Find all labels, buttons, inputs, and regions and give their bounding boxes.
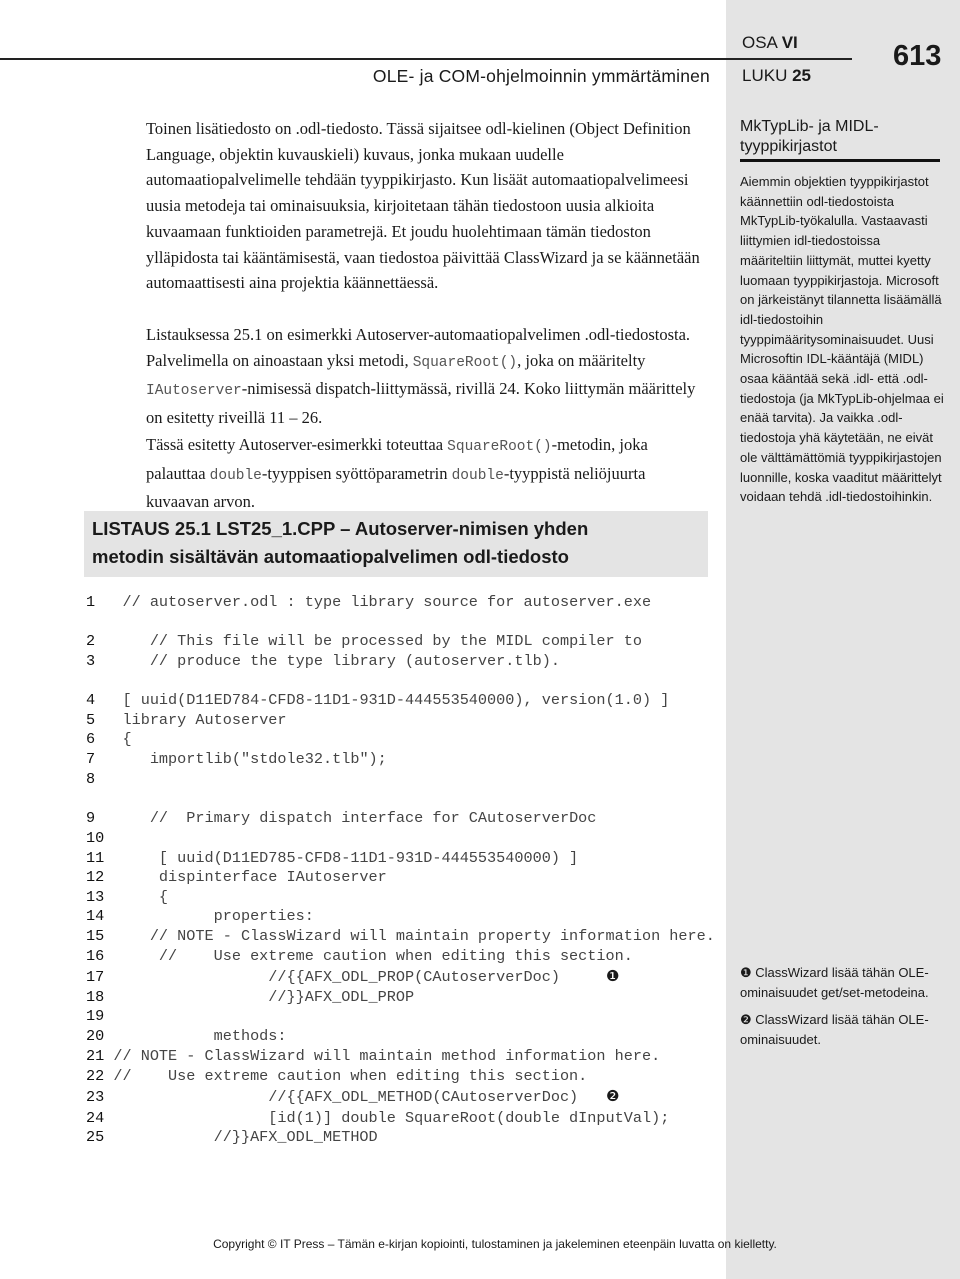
code-line (86, 1026, 287, 1046)
paragraph-2: Listauksessa 25.1 on esimerkki Autoserver-automaatiopalvelimen .odl-tiedostosta. Palvelimella on ainoastaan yksi metodi, SquareRoot(), joka on määritelty IAutoserver-nimisessä dispatch-liittymässä, rivillä 24. Koko liittymän määrittely on esitetty riveillä 11 – 26. (146, 325, 696, 428)
code-line-number: 7 (86, 750, 96, 768)
paragraph-1: Toinen lisätiedosto on .odl-tiedosto. Tässä sijaitsee odl-kielinen (Object Definition Language, objektin kuvauskieli) kuvaus, jonka mukaan uudelle automaatiopalvelimelle tehdään tyyppikirjasto. Kun lisäät automaatiopalvelimeesi uusia metodeja tai ominaisuuksia, kirjoitetaan tähän tiedostoon uusia alkioita kuvaamaan funktioiden parametrejä. Et joudu huolehtimaan tämän tiedoston ylläpidosta tai kääntämisestä, vaan tiedostoa päivittää ClassWizard ja se käännetään automaattisesti aina projektia käännettäessä. (146, 119, 700, 293)
code-line-number: 15 (86, 927, 105, 945)
code-line (86, 808, 596, 828)
marker-2-icon: ❷ (606, 1087, 620, 1105)
code-line-number: 18 (86, 988, 105, 1006)
code-line-text: // NOTE - ClassWizard will maintain method information here. (113, 1047, 661, 1065)
code-line (86, 651, 560, 671)
code-line-text: methods: (113, 1027, 287, 1045)
sidebar-title: MkTypLib- ja MIDL-tyyppikirjastot (740, 118, 879, 155)
code-line-number: 19 (86, 1007, 105, 1025)
code-line-text: // Use extreme caution when editing this section. (113, 947, 633, 965)
code-line (86, 926, 715, 946)
code-line-number: 12 (86, 868, 105, 886)
code-line-text: //}}AFX_ODL_PROP (113, 988, 415, 1006)
sidebar-note-2: ❷ ClassWizard lisää tähän OLE-ominaisuudet. (740, 1012, 929, 1047)
code-line (86, 1046, 660, 1066)
sidebar-title-rule (740, 159, 940, 162)
code-line-number: 5 (86, 711, 96, 729)
code-line (86, 710, 287, 730)
code-line (86, 867, 387, 887)
code-line (86, 690, 669, 710)
code-line-text: [ uuid(D11ED784-CFD8-11D1-931D-444553540000), version(1.0) ] (104, 691, 670, 709)
code-line-number: 16 (86, 947, 105, 965)
header-rule (0, 58, 852, 60)
code-line-number: 20 (86, 1027, 105, 1045)
paragraph-3: Tässä esitetty Autoserver-esimerkki toteuttaa SquareRoot()-metodin, joka palauttaa double-tyyppisen syöttöparametrin double-tyyppistä neliöjuurta kuvaavan arvon. (146, 435, 648, 512)
code-line-text: //{{AFX_ODL_METHOD(CAutoserverDoc) (113, 1088, 579, 1106)
code-line (86, 967, 560, 987)
code-line-number: 3 (86, 652, 96, 670)
code-line-number: 4 (86, 691, 96, 709)
code-line-text: // This file will be processed by the MIDL compiler to (104, 632, 642, 650)
code-line-number: 1 (86, 593, 96, 611)
page-number: 613 (893, 40, 942, 72)
code-line-text: [id(1)] double SquareRoot(double dInputVal); (113, 1109, 670, 1127)
code-line (86, 729, 132, 749)
code-line-text: //}}AFX_ODL_METHOD (113, 1128, 378, 1146)
code-line-number: 9 (86, 809, 96, 827)
footer-copyright: Copyright © IT Press – Tämän e-kirjan kopiointi, tulostaminen ja jakeleminen eteenpäin luvatta on kielletty. (213, 1237, 777, 1251)
code-line (86, 887, 168, 907)
code-line-number: 11 (86, 849, 105, 867)
code-line-text: dispinterface IAutoserver (113, 868, 387, 886)
code-line-number: 14 (86, 907, 105, 925)
code-line-number: 13 (86, 888, 105, 906)
sidebar-body: Aiemmin objektien tyyppikirjastot käännettiin odl-tiedostoista MkTypLib-työkalulla. Vastaavasti liittymien idl-tiedostoissa määriteltiin liittymät, muttei kyetty luomaan tyyppikirjastoja. Microsoft on järkeistänyt tilannetta lisäämällä idl-tiedostoihin tyyppimääritysominaisuudet. Uusi Microsoftin IDL-kääntäjä (MIDL) osaa kääntää sekä .idl- että .odl-tiedostoja (ja MkTypLib-ohjelmaa ei enää tarvita). Ja vaikka .odl-tiedostoja yhä käytetään, ne eivät ole välttämättömiä tyyppikirjastojen luonnille, koska vaaditut määrittelyt voidaan tehdä .idl-tiedostoihinkin. (740, 174, 944, 505)
running-header-title: OLE- ja COM-ohjelmoinnin ymmärtäminen (372, 66, 710, 86)
code-line (86, 987, 414, 1007)
code-line-text: properties: (113, 907, 314, 925)
code-line-text: // produce the type library (autoserver.tlb). (104, 652, 560, 670)
code-line-number: 17 (86, 968, 105, 986)
code-line-number: 24 (86, 1109, 105, 1127)
code-line-text: // autoserver.odl : type library source for autoserver.exe (104, 593, 652, 611)
code-line (86, 946, 633, 966)
sidebar-note-1: ❶ ClassWizard lisää tähän OLE-ominaisuudet get/set-metodeina. (740, 965, 929, 1000)
part-label: OSA VI (742, 33, 798, 52)
code-line-text: // Primary dispatch interface for CAutoserverDoc (104, 809, 597, 827)
code-line (86, 1006, 113, 1026)
code-line-number: 8 (86, 770, 96, 788)
code-line (86, 906, 314, 926)
code-line-number: 2 (86, 632, 96, 650)
code-line-number: 25 (86, 1128, 105, 1146)
code-line (86, 1127, 378, 1147)
code-line-text: { (104, 730, 132, 748)
code-line (86, 828, 113, 848)
chapter-label: LUKU 25 (742, 66, 812, 85)
code-line-text: importlib("stdole32.tlb"); (104, 750, 387, 768)
code-line-number: 22 (86, 1067, 105, 1085)
code-line-text: // Use extreme caution when editing this section. (113, 1067, 588, 1085)
code-line-number: 6 (86, 730, 96, 748)
code-line-text: { (113, 888, 169, 906)
code-line (86, 1087, 578, 1107)
listing-heading-box (84, 511, 708, 577)
code-line-text: // NOTE - ClassWizard will maintain property information here. (113, 927, 715, 945)
code-line-number: 21 (86, 1047, 105, 1065)
marker-1-icon: ❶ (606, 967, 620, 985)
code-line-text: //{{AFX_ODL_PROP(CAutoserverDoc) (113, 968, 560, 986)
code-line (86, 769, 104, 789)
listing-heading: LISTAUS 25.1 LST25_1.CPP – Autoserver-nimisen yhden metodin sisältävän automaatiopalvelimen odl-tiedosto (92, 518, 589, 567)
code-line-number: 23 (86, 1088, 105, 1106)
code-line (86, 592, 651, 612)
code-line (86, 749, 387, 769)
code-line-number: 10 (86, 829, 105, 847)
code-line (86, 1066, 587, 1086)
code-line-text: [ uuid(D11ED785-CFD8-11D1-931D-444553540000) ] (113, 849, 579, 867)
code-line (86, 631, 642, 651)
code-line-text: library Autoserver (104, 711, 287, 729)
code-line (86, 848, 578, 868)
code-line (86, 1108, 669, 1128)
